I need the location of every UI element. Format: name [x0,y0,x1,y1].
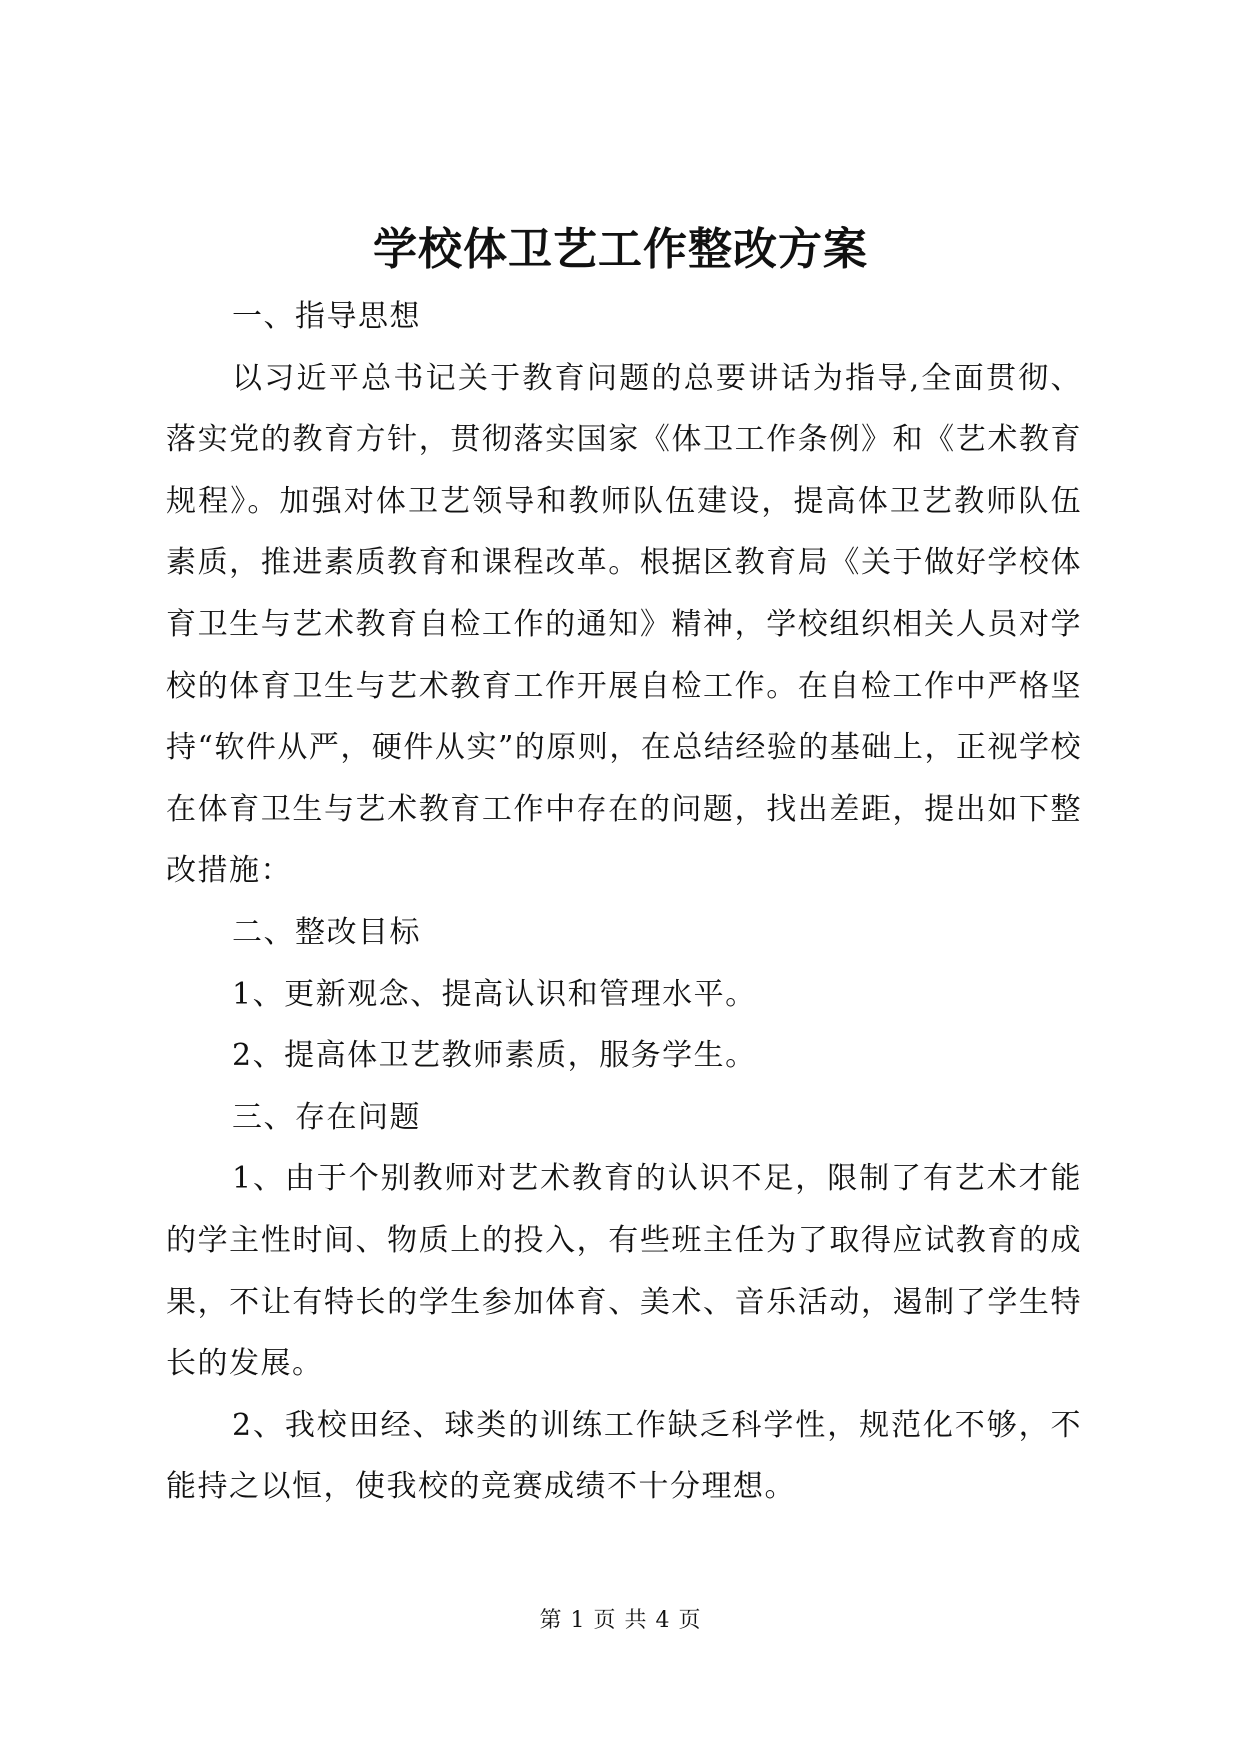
document-title: 学校体卫艺工作整改方案 [373,224,868,275]
document-body [166,286,1082,1518]
section-heading-existing-problems: 三、存在问题 [232,1099,421,1135]
problem-item-2: 2、我校田经、球类的训练工作缺乏科学性，规范化不够，不能持之以恒，使我校的竞赛成绩不十分理想。 [166,1407,1082,1505]
problem-item-1: 1、由于个别教师对艺术教育的认识不足，限制了有艺术才能的学主性时间、物质上的投入，有些班主任为了取得应试教育的成果，不让有特长的学生参加体育、美术、音乐活动，遏制了学生特长的发展。 [166,1161,1082,1382]
section-heading-rectification-goals: 二、整改目标 [232,914,421,950]
section-heading-guiding-ideology: 一、指导思想 [232,299,421,334]
goal-item-2: 2、提高体卫艺教师素质，服务学生。 [232,1038,757,1074]
paragraph-guiding-ideology: 以习近平总书记关于教育问题的总要讲话为指导,全面贯彻、落实党的教育方针，贯彻落实国家《体卫工作条例》和《艺术教育规程》。加强对体卫艺领导和教师队伍建设，提高体卫艺教师队伍素质，推进素质教育和课程改革。根据区教育局《关于做好学校体育卫生与艺术教育自检工作的通知》精神，学校组织相关人员对学校的体育卫生与艺术教育工作开展自检工作。在自检工作中严格坚持“软件从严，硬件从实”的原则，在总结经验的基础上，正视学校在体育卫生与艺术教育工作中存在的问题，找出差距，提出如下整改措施： [166,360,1082,889]
page-number-footer: 第 1 页 共 4 页 [539,1608,702,1633]
goal-item-1: 1、更新观念、提高认识和管理水平。 [232,976,757,1012]
